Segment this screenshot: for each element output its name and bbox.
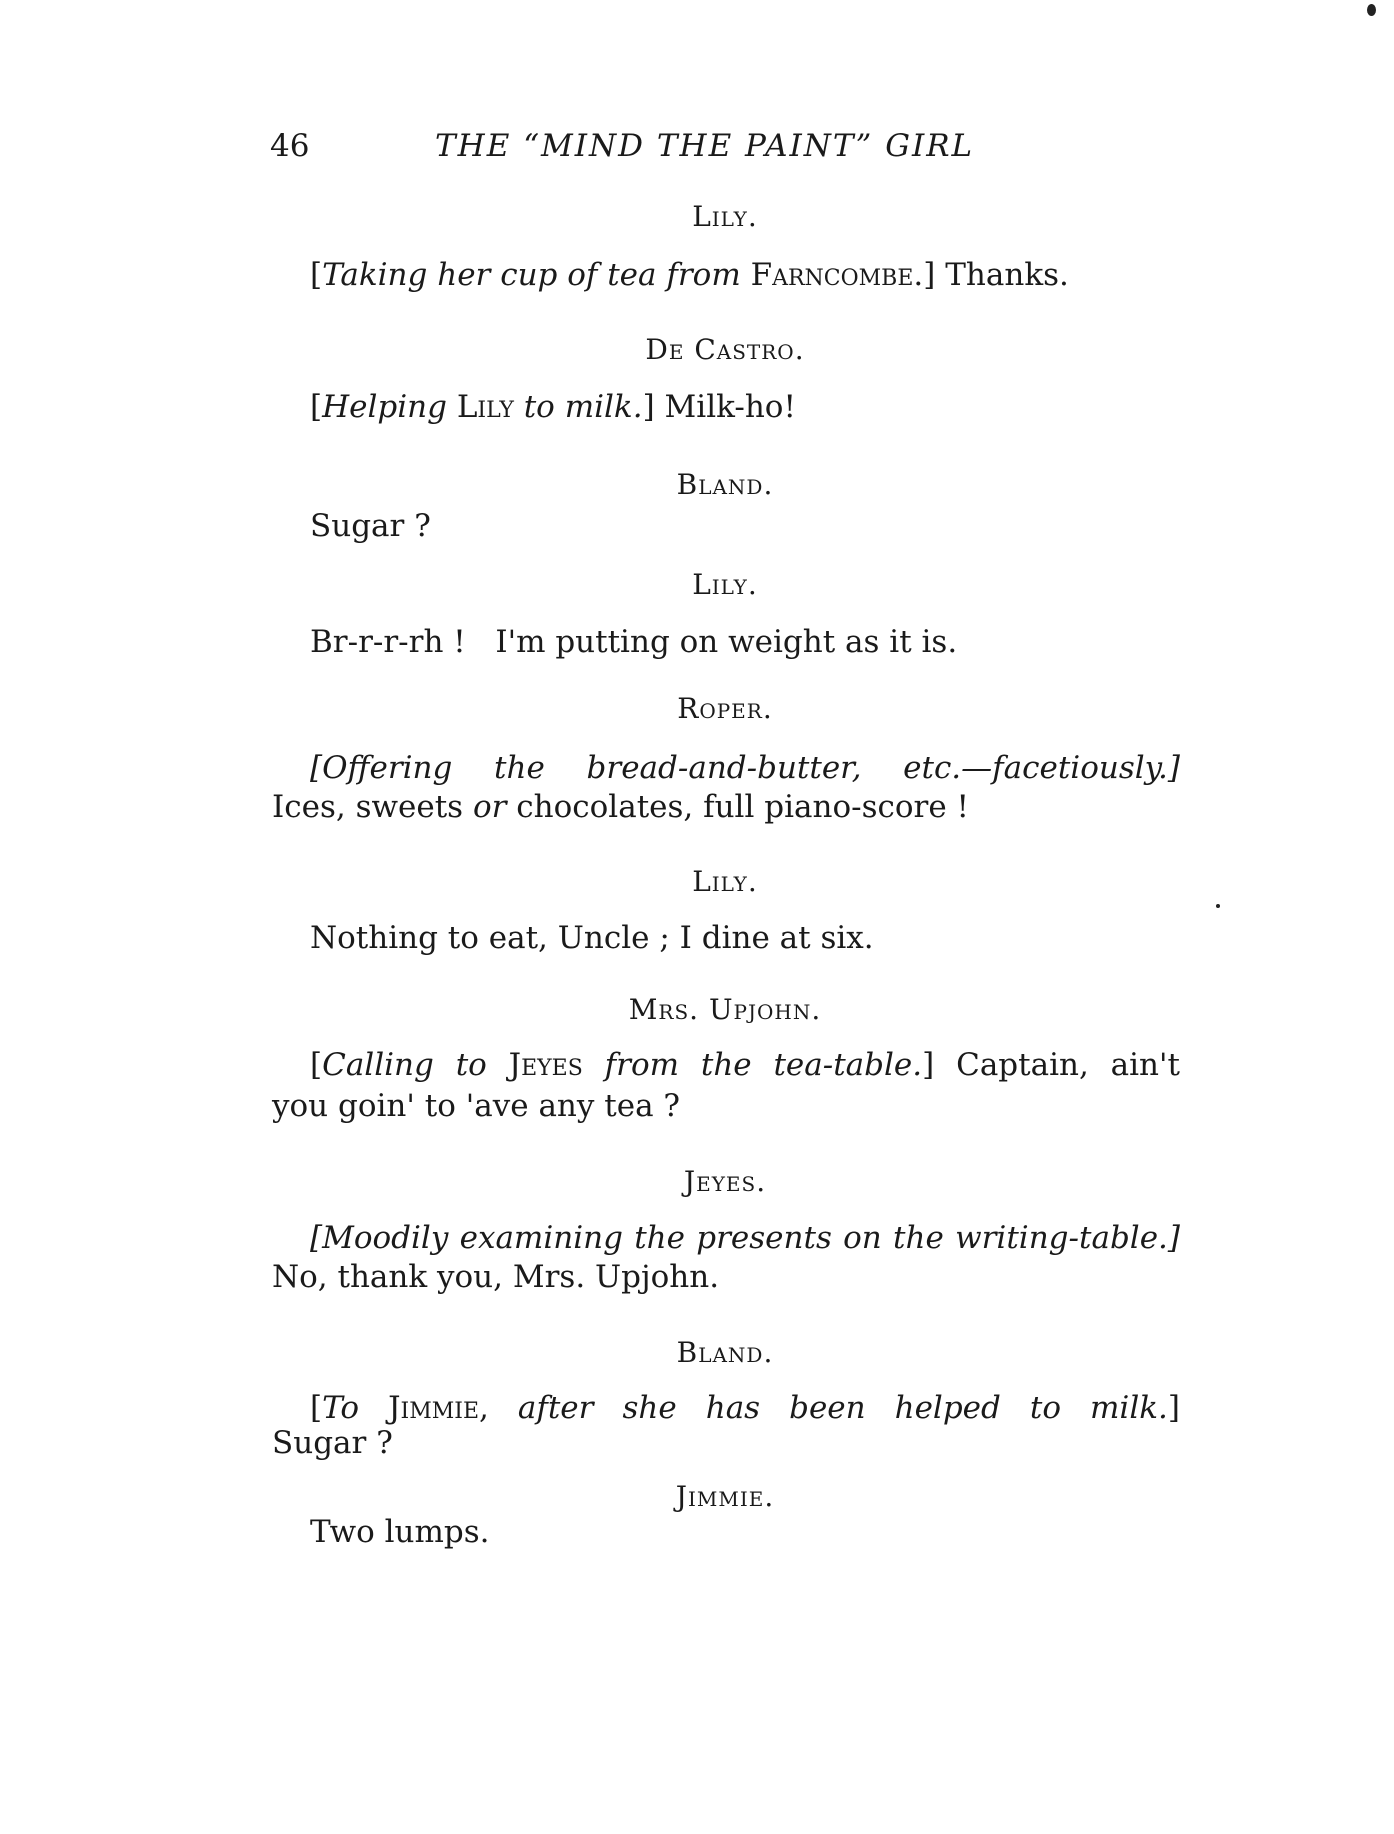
speaker-name: Bland.	[676, 468, 774, 501]
page-number: 46	[270, 128, 310, 164]
speaker-name: Roper.	[677, 692, 773, 725]
speaker-name: Jimmie.	[675, 1480, 775, 1513]
dialogue-line	[310, 255, 1069, 295]
speech-text: Milk-ho!	[664, 389, 796, 425]
scan-speck	[1216, 904, 1220, 908]
speech-text: Sugar ?	[310, 508, 431, 544]
stage-direction: [Moodily examining the presents on the writing-table.]	[310, 1220, 1180, 1256]
page-header	[270, 128, 1030, 168]
scan-speck	[1367, 4, 1376, 16]
speech-text: you goin' to 'ave any tea ?	[272, 1088, 681, 1124]
speech-text: Br-r-r-rh ! I'm putting on weight as it is.	[310, 624, 958, 660]
stage-direction: [Helping Lily to milk.]	[310, 389, 655, 425]
running-title: THE “MIND THE PAINT” GIRL	[435, 128, 975, 164]
speech-text: Two lumps.	[310, 1514, 490, 1550]
speaker-name: Lily.	[692, 200, 758, 233]
speaker-name: Lily.	[692, 568, 758, 601]
speaker-name: Bland.	[676, 1336, 774, 1369]
speaker-name: Jeyes.	[683, 1165, 767, 1198]
stage-direction: [Taking her cup of tea from Farncombe.]	[310, 257, 936, 293]
speech-text: Captain, ain't	[956, 1047, 1180, 1083]
stage-direction: [To Jimmie, after she has been helped to milk.]	[310, 1390, 1181, 1426]
stage-direction: [Offering the bread-and-butter, etc.—facetiously.]	[310, 750, 1180, 786]
speech-text: Thanks.	[945, 257, 1069, 293]
speaker-name: De Castro.	[645, 333, 805, 366]
stage-direction: [Calling to Jeyes from the tea-table.]	[310, 1047, 935, 1083]
speaker-name: Mrs. Upjohn.	[628, 993, 822, 1026]
speech-text: No, thank you, Mrs. Upjohn.	[272, 1259, 720, 1295]
dialogue-line	[310, 1045, 1180, 1085]
speaker-name: Lily.	[692, 865, 758, 898]
dialogue-line	[310, 387, 796, 427]
speech-text: Nothing to eat, Uncle ; I dine at six.	[310, 920, 874, 956]
speech-text: Ices, sweets or chocolates, full piano-score !	[272, 789, 969, 825]
speech-text: Sugar ?	[272, 1425, 393, 1461]
